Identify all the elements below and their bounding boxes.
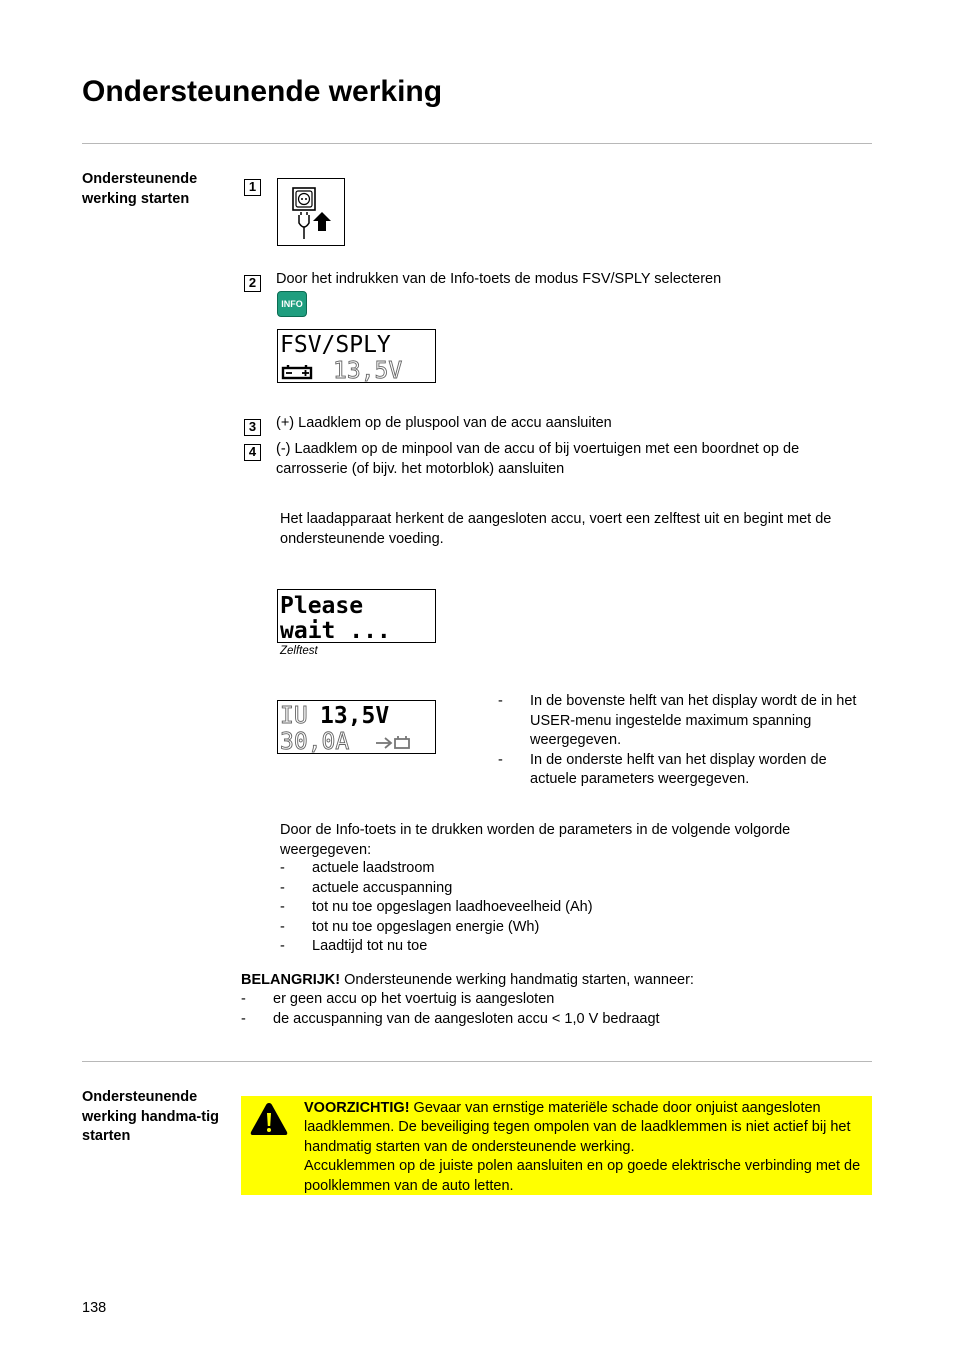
- info-paragraph: Door de Info-toets in te drukken worden de parameters in de volgende volgorde weergegeven:: [280, 822, 791, 858]
- divider-bottom: [82, 1061, 872, 1062]
- warning-triangle-icon: [249, 1101, 289, 1137]
- display-iu-voltage: 13,5V: [320, 703, 390, 729]
- section-title-manual: Ondersteunende werking handma-tig starten: [82, 1089, 219, 1144]
- section-title-start: Ondersteunende werking starten: [82, 171, 198, 207]
- list-item: - actuele laadstroom: [280, 859, 872, 879]
- step-number-4: 4: [244, 444, 261, 461]
- divider-top: [82, 143, 872, 144]
- list-item: - er geen accu op het voertuig is aangesloten: [241, 990, 872, 1010]
- list-item: - Laadtijd tot nu toe: [280, 937, 872, 957]
- display-iu: [277, 700, 436, 754]
- list-item: - tot nu toe opgeslagen energie (Wh): [280, 918, 872, 938]
- page-title: Ondersteunende werking: [82, 75, 443, 108]
- arrow-right-icon: [376, 738, 391, 748]
- important-text: Ondersteunende werking handmatig starten, wanneer:: [340, 972, 694, 988]
- step-4-text: (-) Laadklem op de minpool van de accu of bij voertuigen met een boordnet op de carrosserie (of bijv. het motorblok) aansluiten: [276, 441, 800, 477]
- display-wait-line2: wait ...: [280, 618, 391, 642]
- caution-label: VOORZICHTIG!: [304, 1100, 410, 1116]
- display-iu-mode: IU: [280, 703, 308, 729]
- page-number: 138: [82, 1300, 107, 1316]
- display-fsv-line1: FSV/SPLY: [280, 332, 391, 358]
- step-number-2: 2: [244, 275, 261, 292]
- display-wait-line1: Please: [280, 593, 364, 619]
- mains-plug-icon: [277, 178, 345, 246]
- display-fsv-sply: [277, 329, 436, 383]
- battery-icon: [395, 736, 409, 748]
- display-fsv-voltage: 13,5V: [333, 358, 403, 382]
- display-please-wait: [277, 589, 436, 643]
- recognize-paragraph: Het laadapparaat herkent de aangesloten accu, voert een zelftest uit en begint met de ondersteunende voeding.: [280, 511, 832, 547]
- list-item: - In de bovenste helft van het display wordt de in het USER-menu ingestelde maximum spanning weergegeven.: [498, 692, 872, 751]
- display-notes-list: [498, 692, 872, 790]
- step-3-text: (+) Laadklem op de pluspool van de accu aansluiten: [276, 415, 612, 431]
- list-item: - In de onderste helft van het display worden de actuele parameters weergegeven.: [498, 751, 872, 790]
- important-note: [241, 971, 872, 991]
- display-iu-current: 30,0A: [280, 729, 350, 753]
- info-items-list: [280, 859, 872, 957]
- step-number-1: 1: [244, 179, 261, 196]
- display-caption: Zelftest: [280, 645, 318, 657]
- info-button-icon: INFO: [277, 291, 307, 317]
- step-number-3: 3: [244, 419, 261, 436]
- caution-text: VOORZICHTIG! Gevaar van ernstige materiële schade door onjuist aangesloten laadklemmen. De beveiliging tegen ompolen van de laadklemmen is niet actief bij het handmatig starten van de ondersteunende werking. Accuklemmen op de juiste polen aansluiten en op goede elektrische verbinding met de poolklemmen van de auto letten.: [304, 1100, 861, 1194]
- important-label: BELANGRIJK!: [241, 972, 341, 988]
- important-items-list: [241, 990, 872, 1029]
- battery-icon: [283, 365, 311, 378]
- list-item: - tot nu toe opgeslagen laadhoeveelheid (Ah): [280, 898, 872, 918]
- list-item: - de accuspanning van de aangesloten accu < 1,0 V bedraagt: [241, 1010, 872, 1030]
- list-item: - actuele accuspanning: [280, 879, 872, 899]
- step-2-text: Door het indrukken van de Info-toets de modus FSV/SPLY selecteren: [276, 271, 722, 287]
- caution-box: [241, 1096, 872, 1195]
